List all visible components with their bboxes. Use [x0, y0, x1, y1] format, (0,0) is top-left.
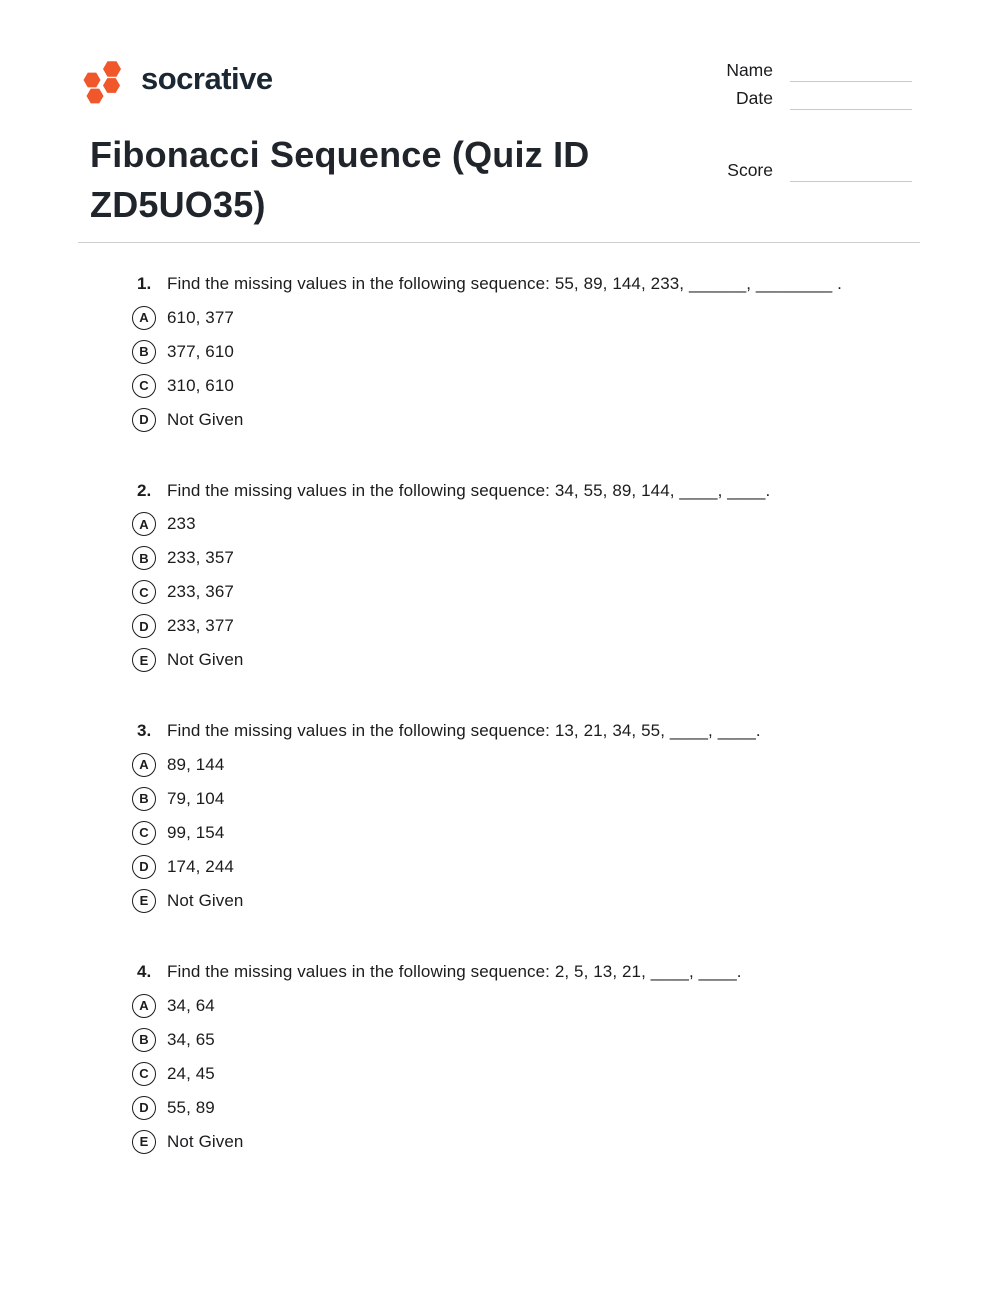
option-bubble[interactable]: E [132, 648, 156, 672]
date-field [707, 88, 912, 110]
option-bubble[interactable]: D [132, 1096, 156, 1120]
header-fields [707, 60, 912, 116]
option-text: Not Given [167, 650, 244, 670]
score-field-line[interactable] [790, 164, 912, 182]
question-block [132, 479, 920, 673]
option-text: 24, 45 [167, 1063, 215, 1083]
option-bubble[interactable]: C [132, 1062, 156, 1086]
date-field-line[interactable] [790, 92, 912, 110]
answer-option[interactable] [132, 855, 920, 879]
option-text: 34, 65 [167, 1029, 215, 1049]
questions-list [132, 272, 920, 1201]
answer-option[interactable] [132, 1062, 920, 1086]
answer-option[interactable] [132, 821, 920, 845]
option-bubble[interactable]: C [132, 821, 156, 845]
option-text: Not Given [167, 1131, 244, 1151]
option-text: 99, 154 [167, 822, 225, 842]
options-list [132, 306, 920, 432]
answer-option[interactable] [132, 1096, 920, 1120]
answer-option[interactable] [132, 408, 920, 432]
option-text: 55, 89 [167, 1097, 215, 1117]
answer-option[interactable] [132, 994, 920, 1018]
option-bubble[interactable]: A [132, 753, 156, 777]
score-field [707, 160, 912, 188]
option-bubble[interactable]: B [132, 340, 156, 364]
option-bubble[interactable]: D [132, 408, 156, 432]
question-number: 3. [137, 721, 152, 741]
option-bubble[interactable]: A [132, 994, 156, 1018]
option-text: 310, 610 [167, 375, 234, 395]
option-bubble[interactable]: C [132, 374, 156, 398]
option-text: 610, 377 [167, 307, 234, 327]
option-text: Not Given [167, 409, 244, 429]
answer-option[interactable] [132, 614, 920, 638]
option-bubble[interactable]: B [132, 546, 156, 570]
option-text: 34, 64 [167, 995, 215, 1015]
option-text: 233, 377 [167, 616, 234, 636]
answer-option[interactable] [132, 1130, 920, 1154]
answer-option[interactable] [132, 512, 920, 536]
option-bubble[interactable]: A [132, 512, 156, 536]
option-text: 377, 610 [167, 341, 234, 361]
answer-option[interactable] [132, 546, 920, 570]
option-bubble[interactable]: E [132, 889, 156, 913]
name-field [707, 60, 912, 82]
option-bubble[interactable]: D [132, 614, 156, 638]
option-bubble[interactable]: B [132, 787, 156, 811]
option-bubble[interactable]: C [132, 580, 156, 604]
question-block [132, 960, 920, 1154]
name-field-label: Name [726, 60, 773, 80]
header-divider [78, 242, 920, 243]
question-block [132, 719, 920, 913]
page-title: Fibonacci Sequence (Quiz ID ZD5UO35) [90, 134, 590, 226]
answer-option[interactable] [132, 1028, 920, 1052]
answer-option[interactable] [132, 889, 920, 913]
option-bubble[interactable]: B [132, 1028, 156, 1052]
options-list [132, 994, 920, 1154]
question-text: Find the missing values in the following sequence: 55, 89, 144, 233, ______, ________ . [167, 274, 843, 293]
option-text: 79, 104 [167, 788, 225, 808]
option-bubble[interactable]: A [132, 306, 156, 330]
option-bubble[interactable]: D [132, 855, 156, 879]
option-text: 233 [167, 514, 196, 534]
socrative-logo [83, 56, 273, 104]
option-bubble[interactable]: E [132, 1130, 156, 1154]
answer-option[interactable] [132, 648, 920, 672]
question-number: 1. [137, 274, 152, 293]
answer-option[interactable] [132, 580, 920, 604]
options-list [132, 753, 920, 913]
score-field-label: Score [727, 160, 773, 180]
options-list [132, 512, 920, 672]
question-text: Find the missing values in the following sequence: 13, 21, 34, 55, ____, ____. [167, 721, 761, 741]
name-field-line[interactable] [790, 64, 912, 82]
answer-option[interactable] [132, 306, 920, 330]
answer-option[interactable] [132, 753, 920, 777]
question-block [132, 272, 920, 432]
question-number: 2. [137, 480, 152, 500]
option-text: 233, 357 [167, 548, 234, 568]
option-text: 174, 244 [167, 856, 234, 876]
option-text: 233, 367 [167, 582, 234, 602]
answer-option[interactable] [132, 787, 920, 811]
logo-text: socrative [141, 60, 273, 96]
answer-option[interactable] [132, 340, 920, 364]
answer-option[interactable] [132, 374, 920, 398]
question-text: Find the missing values in the following sequence: 34, 55, 89, 144, ____, ____. [167, 480, 771, 500]
question-text: Find the missing values in the following sequence: 2, 5, 13, 21, ____, ____. [167, 961, 742, 981]
option-text: 89, 144 [167, 754, 225, 774]
date-field-label: Date [736, 88, 773, 108]
option-text: Not Given [167, 890, 244, 910]
question-number: 4. [137, 961, 152, 981]
socrative-hexagons-icon [83, 56, 129, 104]
